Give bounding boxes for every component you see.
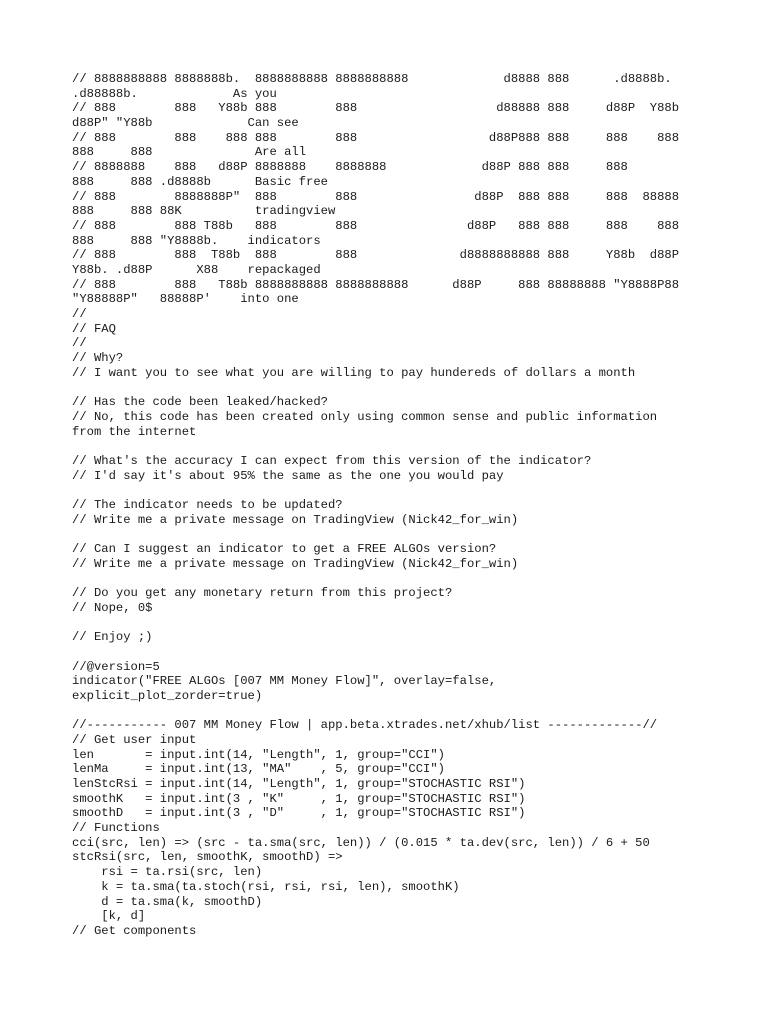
text-line: // No, this code has been created only using common sense and public information	[72, 409, 658, 424]
text-line: 888 888 Are all	[72, 145, 307, 160]
text-line	[72, 380, 712, 395]
text-line	[72, 615, 712, 630]
text-line: [k, d]	[72, 909, 146, 924]
text-line: k = ta.sma(ta.stoch(rsi, rsi, rsi, len), smoothK)	[72, 879, 460, 894]
text-line: //----------- 007 MM Money Flow | app.beta.xtrades.net/xhub/list -------------//	[72, 718, 658, 733]
text-line: // Nope, 0$	[72, 600, 153, 615]
text-line	[72, 571, 712, 586]
text-line: indicator("FREE ALGOs [007 MM Money Flow]", overlay=false,	[72, 674, 497, 689]
text-line: // FAQ	[72, 321, 116, 336]
text-line: lenStcRsi = input.int(14, "Length", 1, group="STOCHASTIC RSI")	[72, 777, 526, 791]
text-line: .d88888b. As you	[72, 86, 277, 101]
text-line: len = input.int(14, "Length", 1, group="CCI")	[72, 747, 445, 762]
text-line	[72, 483, 712, 498]
text-line: smoothK = input.int(3 , "K" , 1, group="STOCHASTIC RSI")	[72, 791, 526, 806]
text-line: 888 888 .d8888b Basic free	[72, 174, 328, 189]
text-line: 888 888 88K tradingview	[72, 204, 336, 219]
text-line: explicit_plot_zorder=true)	[72, 688, 263, 703]
text-line: 888 888 "Y8888b. indicators	[72, 233, 321, 248]
text-line: // 888 888 Y88b 888 888 d88888 888 d88P Y88b	[72, 101, 680, 116]
text-line: "Y88888P" 88888P' into one	[72, 292, 299, 307]
text-line: d = ta.sma(k, smoothD)	[72, 894, 263, 909]
text-line: // 8888888 888 d88P 8888888 8888888 d88P 888 888 888	[72, 160, 628, 175]
text-line: // 888 8888888P" 888 888 d88P 888 888 888 88888	[72, 189, 680, 204]
text-line: // 888 888 T88b 888 888 d88P 888 888 888 888	[72, 218, 680, 233]
text-line	[72, 527, 712, 542]
text-line: d88P" "Y88b Can see	[72, 116, 299, 131]
text-line: //	[72, 307, 87, 321]
text-line: // I want you to see what you are willing to pay hundereds of dollars a month	[72, 365, 636, 380]
text-line: // Enjoy ;)	[72, 630, 153, 645]
text-line: rsi = ta.rsi(src, len)	[72, 865, 263, 880]
text-line: lenMa = input.int(13, "MA" , 5, group="CCI")	[72, 762, 445, 777]
text-line: // Can I suggest an indicator to get a FREE ALGOs version?	[72, 542, 497, 556]
text-line: // Has the code been leaked/hacked?	[72, 395, 328, 410]
text-line: // Do you get any monetary return from this project?	[72, 586, 453, 601]
text-line	[72, 704, 712, 719]
text-line	[72, 645, 712, 660]
text-line: // Write me a private message on TradingView (Nick42_for_win)	[72, 556, 519, 571]
text-line: //@version=5	[72, 659, 160, 674]
text-line	[72, 439, 712, 454]
text-line: // I'd say it's about 95% the same as the one you would pay	[72, 468, 504, 483]
text-line: stcRsi(src, len, smoothK, smoothD) =>	[72, 850, 343, 865]
text-line: // Get user input	[72, 732, 197, 747]
text-line: // Why?	[72, 351, 124, 366]
document-page	[72, 72, 712, 939]
text-line: from the internet	[72, 424, 197, 439]
text-line: // 888 888 T88b 888 888 d8888888888 888 Y88b d88P	[72, 248, 680, 263]
text-line: Y88b. .d88P X88 repackaged	[72, 262, 321, 277]
text-line: // Write me a private message on TradingView (Nick42_for_win)	[72, 512, 519, 527]
text-line: //	[72, 336, 87, 351]
text-line: cci(src, len) => (src - ta.sma(src, len)) / (0.015 * ta.dev(src, len)) / 6 + 50	[72, 835, 650, 850]
text-line: // What's the accuracy I can expect from this version of the indicator?	[72, 453, 592, 468]
text-line: smoothD = input.int(3 , "D" , 1, group="STOCHASTIC RSI")	[72, 806, 526, 821]
text-line: // 888 888 T88b 8888888888 8888888888 d88P 888 88888888 "Y8888P88	[72, 277, 680, 292]
text-line: // 8888888888 8888888b. 8888888888 8888888888 d8888 888 .d8888b.	[72, 72, 672, 86]
text-line: // The indicator needs to be updated?	[72, 497, 343, 512]
text-line: // Functions	[72, 821, 160, 836]
text-line: // Get components	[72, 923, 197, 938]
text-line: // 888 888 888 888 888 d88P888 888 888 888	[72, 130, 680, 145]
